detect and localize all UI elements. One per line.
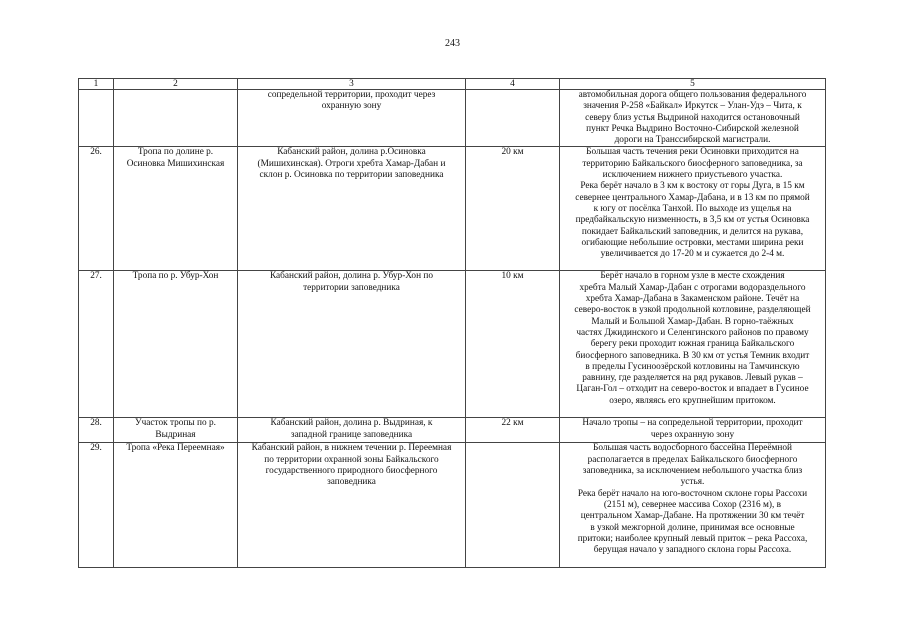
description-cell (560, 443, 826, 568)
cell-text-line: пункт Речка Выдрино Восточно-Сибирской железной (586, 123, 799, 134)
cell-text-line: хребта Хамар-Дабана в Закаменском районе. Течёт на (585, 294, 800, 305)
location-cell (238, 418, 466, 443)
cell-text-line: севернее центрального Хамар-Дабана, и в 13 км по прямой (575, 192, 810, 203)
table-row (79, 271, 826, 418)
cell-text-line: западной границе заповедника (290, 429, 413, 440)
cell-text-line: Выдриная (155, 429, 196, 440)
cell-text-line: северо-восток в узкой продольной котловине, разделяющей (574, 305, 811, 316)
row-number-cell (79, 90, 114, 147)
cell-text-line: Тропа по р. Убур-Хон (132, 271, 219, 282)
length-cell (466, 443, 560, 568)
header-cell-3: 3 (238, 79, 466, 90)
cell-text-line: Малый и Большой Хамар-Дабан. В горно-таёжных (591, 316, 794, 327)
cell-text-line: предбайкальскую низменность, в 3,5 км от устья Осиновка (575, 215, 810, 226)
cell-text-line: увеличивается до 17-20 м и сужается до 2-4 м. (600, 249, 785, 260)
description-cell (560, 418, 826, 443)
cell-text-line: берущая начало у западного склона горы Рассоха. (593, 545, 792, 556)
length-cell: 10 км (466, 271, 560, 418)
cell-text-line: Река берёт начало на юго-восточном склоне горы Рассохи (577, 488, 808, 499)
cell-text-line: Начало тропы – на сопредельной территории, проходит (582, 418, 803, 429)
table-row (79, 90, 826, 147)
cell-text-line: охранную зону (321, 101, 382, 112)
cell-text-line: равнину, где разделяется на ряд рукавов. Левый рукав – (582, 373, 803, 384)
table-row (79, 418, 826, 443)
route-name-cell (114, 271, 238, 418)
header-cell-1: 1 (79, 79, 114, 90)
description-cell (560, 147, 826, 271)
table-row (79, 443, 826, 568)
cell-text-line: в пределы Гусиноозёрской котловины на Тамчинскую (585, 361, 800, 372)
routes-table (78, 78, 826, 568)
cell-text-line: Тропа по долине р. (137, 147, 214, 158)
page-number: 243 (445, 38, 460, 49)
cell-text-line: Кабанский район, в нижнем течении р. Переемная (251, 443, 452, 454)
header-cell-5: 5 (560, 79, 826, 90)
cell-text-line: по территории охранной зоны Байкальского (264, 454, 439, 465)
length-cell: 22 км (466, 418, 560, 443)
cell-text-line: (2151 м), севернее массива Сохор (2316 м), в (603, 499, 782, 510)
location-cell (238, 271, 466, 418)
description-cell (560, 90, 826, 147)
cell-text-line: автомобильная дорога общего пользования федерального (578, 90, 807, 100)
table-row (79, 147, 826, 271)
cell-text-line: территории заповедника (303, 282, 400, 293)
cell-text-line: хребта Малый Хамар-Дабан с отрогами водораздельного (579, 282, 806, 293)
cell-text-line: дороги на Транссибирской магистрали. (614, 135, 771, 146)
cell-text-line: через охранную зону (650, 429, 735, 440)
route-name-cell (114, 418, 238, 443)
header-cell-2: 2 (114, 79, 238, 90)
cell-text-line: берегу реки проходит южная граница Байкальского (590, 339, 795, 350)
length-cell: 20 км (466, 147, 560, 271)
cell-text-line: центральном Хамар-Дабане. На протяжении 30 км течёт (580, 511, 805, 522)
cell-text-line: сопредельной территории, проходит через (267, 90, 436, 100)
row-number-cell: 29. (79, 443, 114, 568)
cell-text-line: Участок тропы по р. (135, 418, 216, 429)
cell-text-line: в узкой межгорной долине, принимая все основные (590, 522, 795, 533)
cell-text-line: озеро, являясь его крупнейшим притоком. (609, 395, 776, 406)
route-name-cell (114, 443, 238, 568)
location-cell (238, 90, 466, 147)
route-name-cell (114, 90, 238, 147)
cell-text-line: притоки; наиболее крупный левый приток – река Рассоха, (577, 533, 808, 544)
cell-text-line: северу близ устья Выдриной находится остановочный (585, 112, 800, 123)
header-row (79, 79, 826, 90)
location-cell (238, 147, 466, 271)
route-name-cell (114, 147, 238, 271)
cell-text-line: Кабанский район, долина р.Осиновка (277, 147, 426, 158)
header-cell-4: 4 (466, 79, 560, 90)
cell-text-line: Река берёт начало в 3 км к востоку от горы Дуга, в 15 км (580, 181, 805, 192)
cell-text-line: к югу от посёлка Танхой. По выходе из ущелья на (593, 203, 792, 214)
cell-text-line: Берёт начало в горном узле в месте схождения (600, 271, 785, 282)
row-number-cell: 28. (79, 418, 114, 443)
cell-text-line: Цаган-Гол – отходит на северо-восток и впадает в Гусиное (576, 384, 809, 395)
cell-text-line: частях Джидинского и Селенгинского районов по правому (576, 327, 809, 338)
cell-text-line: заповедника (327, 477, 376, 488)
row-number-cell: 26. (79, 147, 114, 271)
cell-text-line: Большая часть течения реки Осиновки приходится на (586, 147, 799, 158)
cell-text-line: государственного природного биосферного (265, 466, 438, 477)
cell-text-line: Осиновка Мишихинская (126, 158, 225, 169)
cell-text-line: (Мишихинская). Отроги хребта Хамар-Дабан и (257, 158, 446, 169)
location-cell (238, 443, 466, 568)
cell-text-line: территорию Байкальского биосферного заповедника, за (582, 158, 803, 169)
cell-text-line: Большая часть водосборного бассейна Переёмной (593, 443, 792, 454)
cell-text-line: заповедника, за исключением небольшого участка близ (582, 466, 803, 477)
cell-text-line: исключением нижнего приустьевого участка. (602, 170, 783, 181)
cell-text-line: Кабанский район, долина р. Выдриная, к (270, 418, 433, 429)
cell-text-line: Кабанский район, долина р. Убур-Хон по (269, 271, 434, 282)
cell-text-line: покидает Байкальский заповедник, и делится на рукава, (581, 226, 804, 237)
cell-text-line: склон р. Осиновка по территории заповедника (259, 170, 444, 181)
cell-text-line: биосферного заповедника. В 30 км от устья Темник входит (575, 350, 810, 361)
cell-text-line: огибающие небольшие островки, местами ширина реки (581, 237, 804, 248)
row-number-cell: 27. (79, 271, 114, 418)
cell-text-line: значения Р-258 «Байкал» Иркутск – Улан-Удэ – Чита, к (583, 101, 802, 112)
cell-text-line: устья. (680, 477, 705, 488)
table-body (79, 79, 826, 568)
cell-text-line: Тропа «Река Переемная» (126, 443, 225, 454)
cell-text-line: располагается в пределах Байкальского биосферного (587, 454, 798, 465)
description-cell (560, 271, 826, 418)
length-cell (466, 90, 560, 147)
